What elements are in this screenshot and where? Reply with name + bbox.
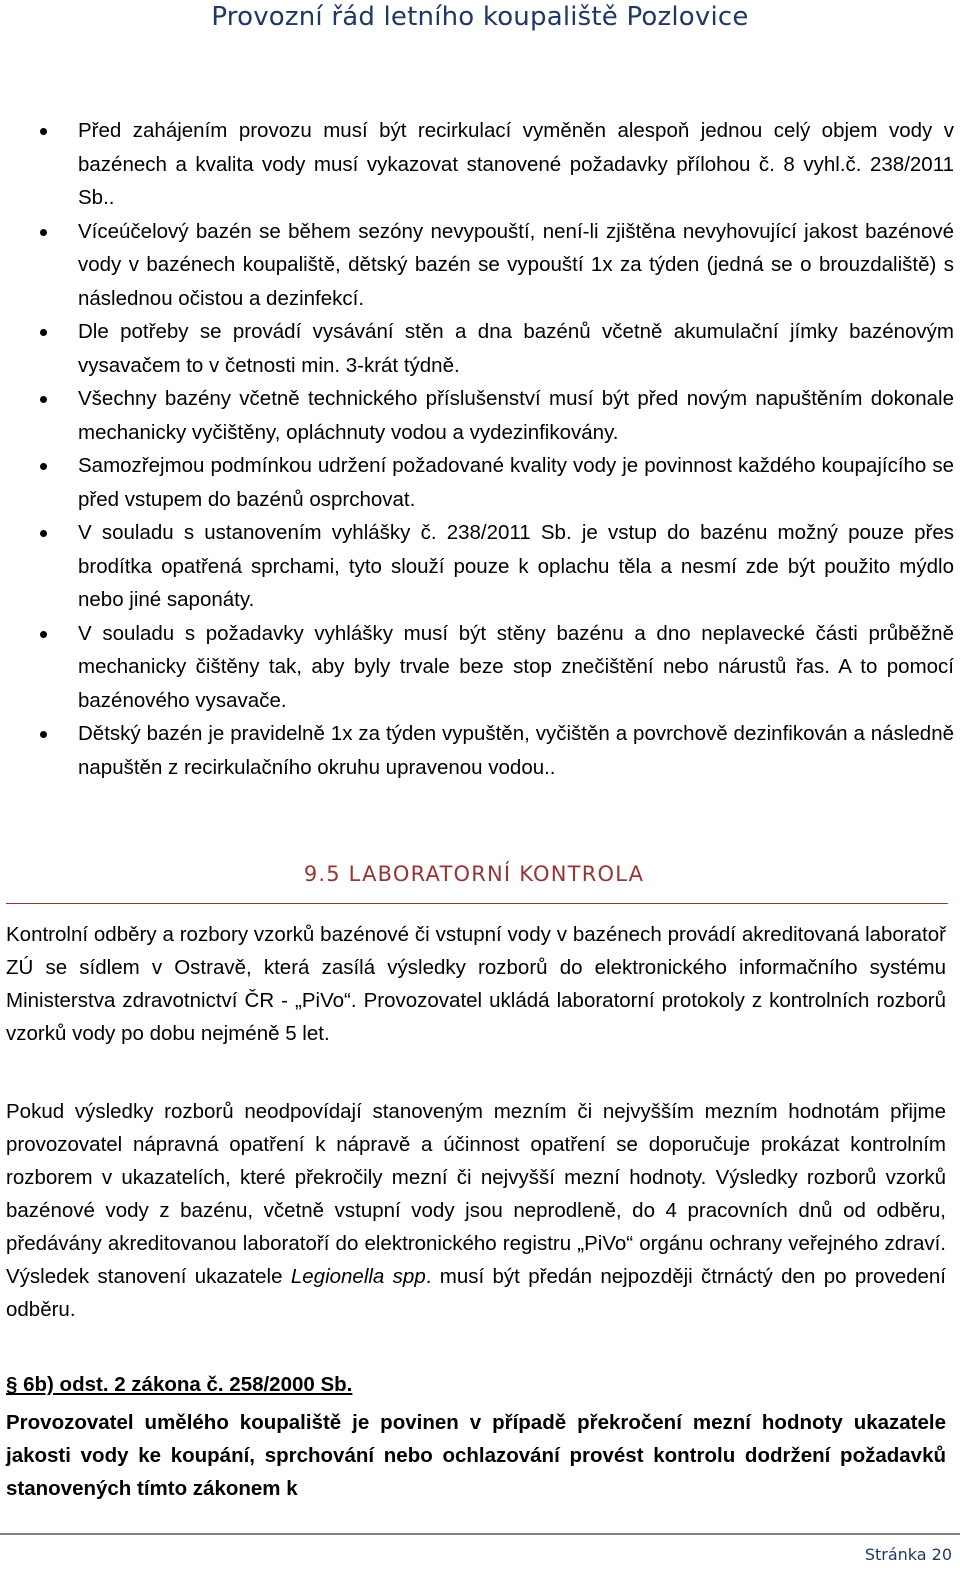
page-header-title: Provozní řád letního koupaliště Pozlovice — [211, 2, 749, 32]
bullet-icon — [40, 463, 47, 470]
heading-divider — [6, 903, 948, 904]
list-item: Všechny bazény včetně technického příslušenství musí být před novým napuštěním dokonale mechanicky vyčištěny, opláchnuty vodou a vydezinfikovány. — [40, 382, 954, 449]
paragraph-operator-duty: Provozovatel umělého koupaliště je povinen v případě překročení mezní hodnoty ukazatele jakosti vody ke koupání, sprchování nebo ochlazování provést kontrolu dodržení požadavků stanovených tímto zákonem k — [6, 1411, 946, 1500]
bullet-icon — [40, 128, 47, 135]
paragraph-corrective-measures: Pokud výsledky rozborů neodpovídají stanoveným mezním či nejvyšším mezním hodnotám přijme provozovatel nápravná opatření k nápravě a účinnost opatření se doporučuje prokázat kontrolním rozborem v ukazatelích, které překročily mezní či nejvyšší mezní hodnoty. Výsledky rozborů vzorků bazénové vody z bazénu, včetně vstupní vody jsou neprodleně, do 4 pracovních dnů od odběru, předávány akreditovanou laboratoří do elektronického registru „PiVo“ orgánu ochrany veřejného zdraví. Výsledek stanovení ukazatele Legionella spp. musí být předán nejpozději čtrnáctý den po provedení odběru. — [6, 1100, 947, 1321]
list-item: Dle potřeby se provádí vysávání stěn a dna bazénů včetně akumulační jímky bazénovým vysavačem to v četnosti min. 3-krát týdně. — [40, 315, 954, 382]
list-item: Samozřejmou podmínkou udržení požadované kvality vody je povinnost každého koupajícího se před vstupem do bazénů osprchovat. — [40, 449, 954, 516]
list-item: Před zahájením provozu musí být recirkulací vyměněn alespoň jednou celý objem vody v bazénech a kvalita vody musí vykazovat stanovené požadavky přílohou č. 8 vyhl.č. 238/2011 Sb.. — [40, 114, 954, 215]
species-name: Legionella spp — [290, 1265, 426, 1288]
bullet-icon — [40, 631, 47, 638]
list-item: V souladu s požadavky vyhlášky musí být stěny bazénu a dno neplavecké části průběžně mechanicky čištěny tak, aby byly trvale beze stop znečištění nebo nárustů řas. A to pomocí bazénového vysavače. — [40, 617, 954, 718]
bullet-icon — [40, 396, 47, 403]
bullet-icon — [40, 530, 47, 537]
law-reference: § 6b) odst. 2 zákona č. 258/2000 Sb. — [6, 1373, 353, 1396]
paragraph-lab-sampling: Kontrolní odběry a rozbory vzorků bazénové či vstupní vody v bazénech provádí akreditovaná laboratoř ZÚ se sídlem v Ostravě, která zasílá výsledky rozborů do elektronického informačního systému Ministerstva zdravotnictví ČR - „PiVo“. Provozovatel ukládá laboratorní protokoly z kontrolních rozborů vzorků vody po dobu nejméně 5 let. — [6, 923, 946, 1045]
bullet-icon — [40, 731, 47, 738]
footer-divider — [0, 1533, 960, 1535]
list-item: Víceúčelový bazén se během sezóny nevypouští, není-li zjištěna nevyhovující jakost bazénové vody v bazénech koupaliště, dětský bazén se vypouští 1x za týden (jedná se o brouzdaliště) s následnou očistou a dezinfekcí. — [40, 215, 954, 316]
bullet-icon — [40, 329, 47, 336]
bullet-icon — [40, 229, 47, 236]
list-item: V souladu s ustanovením vyhlášky č. 238/2011 Sb. je vstup do bazénu možný pouze přes brodítka opatřená sprchami, tyto slouží pouze k oplachu těla a nesmí zde být použito mýdlo nebo jiné saponáty. — [40, 516, 954, 617]
section-heading: 9.5 LABORATORNÍ KONTROLA — [303, 862, 645, 886]
page-number: Stránka 20 — [864, 1545, 952, 1564]
bullet-list — [40, 114, 954, 784]
list-item: Dětský bazén je pravidelně 1x za týden vypuštěn, vyčištěn a povrchově dezinfikován a následně napuštěn z recirkulačního okruhu upravenou vodou.. — [40, 717, 954, 784]
